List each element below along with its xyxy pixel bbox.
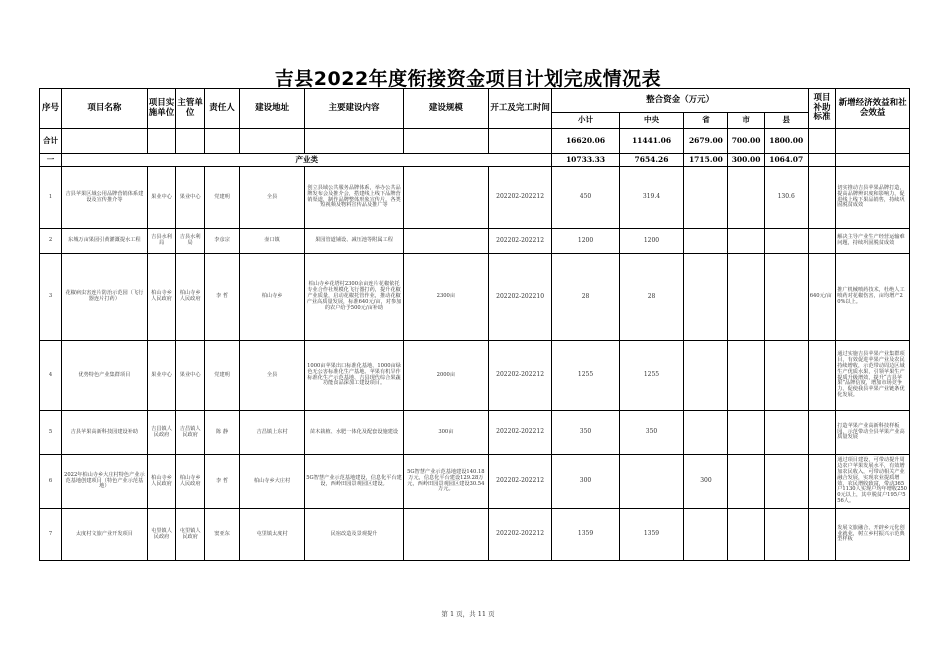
row-county	[764, 229, 808, 254]
row-impl: 柏山寺乡人民政府	[147, 455, 176, 509]
row-city	[728, 167, 764, 229]
total-county: 1800.00	[764, 129, 808, 154]
row-impl: 吉县水利局	[147, 229, 176, 254]
row-city	[728, 509, 764, 561]
table-row	[40, 341, 910, 411]
row-seq: 5	[40, 411, 62, 455]
category-label: 产业类	[61, 154, 552, 167]
row-scale: 2300亩	[404, 254, 489, 341]
row-central: 1255	[619, 341, 684, 411]
row-total: 300	[552, 455, 619, 509]
table-row	[40, 167, 910, 229]
row-mgr: 吉昌镇人民政府	[176, 411, 205, 455]
row-city	[728, 254, 764, 341]
category-city: 300.00	[728, 154, 764, 167]
row-person: 党建明	[204, 341, 239, 411]
row-total: 350	[552, 411, 619, 455]
row-scale: 5G智慧产业示范基地建设140.18万元，信息化平台建设129.28万元，西岭田园景观园区建设30.54万元。	[404, 455, 489, 509]
row-benefit: 打造苹果产业高新科技样板园，示范带动全县苹果产业高质量发展	[836, 411, 910, 455]
project-rows	[40, 167, 910, 561]
row-scale: 300亩	[404, 411, 489, 455]
row-county	[764, 455, 808, 509]
row-subsidy	[808, 411, 835, 455]
row-county	[764, 341, 808, 411]
row-scale	[404, 509, 489, 561]
table-row	[40, 254, 910, 341]
category-seq: 一	[40, 154, 62, 167]
row-central: 28	[619, 254, 684, 341]
row-subsidy	[808, 455, 835, 509]
row-subsidy: 640元/亩	[808, 254, 835, 341]
row-seq: 3	[40, 254, 62, 341]
row-mgr: 吉县水利局	[176, 229, 205, 254]
row-benefit: 发展文旅融合，开辟乡元化创业就业，树立乡村振兴示范典型样板	[836, 509, 910, 561]
row-scale	[404, 229, 489, 254]
header-person: 责任人	[204, 89, 239, 129]
row-content: 苗木栽植、水肥一体化及配套设施建设	[305, 411, 404, 455]
row-seq: 2	[40, 229, 62, 254]
row-total: 450	[552, 167, 619, 229]
row-name: 优势特色产业集群项目	[61, 341, 147, 411]
row-name: 2022年柏山寺乡大庄村特色产业示范基地创建项目（特色产业示范基地）	[61, 455, 147, 509]
row-benefit: 切实推动吉县苹果品牌打造，提高品牌辨识度和影响力，促进线上线下果品销售，持续巩固脱贫成效	[836, 167, 910, 229]
header-benefit: 新增经济效益和社会效益	[836, 89, 910, 129]
row-benefit: 通过实施吉县苹果产业集群项目，有效促进苹果产业及农民持续增收，示范带动周边区域生产优质水果，引领苹果生产提质升级增效，提升“吉县苹果”品牌信度，增加市场竞争力，促使我县苹果产业链条优化发展。	[836, 341, 910, 411]
header-sub-city: 市	[728, 113, 764, 129]
row-content: 果园管道铺设、减压池等附属工程	[305, 229, 404, 254]
header-scale: 建设规模	[404, 89, 489, 129]
row-addr: 柏山寺乡	[240, 254, 305, 341]
header-sub-central: 中央	[619, 113, 684, 129]
table-row	[40, 229, 910, 254]
row-prov	[684, 411, 728, 455]
row-benefit: 推广机械喷药技术，杜绝人工喷药对花椒伤害，亩均增产20%以上。	[836, 254, 910, 341]
row-scale: 2000亩	[404, 341, 489, 411]
row-subsidy	[808, 167, 835, 229]
row-time: 202202-202212	[488, 455, 552, 509]
row-mgr: 屯里镇人民政府	[176, 509, 205, 561]
row-city	[728, 455, 764, 509]
row-content: 民宿改造及景观提升	[305, 509, 404, 561]
row-benefit: 解决主导产业生产经营运输难问题，持续巩固脱贫成效	[836, 229, 910, 254]
row-central: 350	[619, 411, 684, 455]
total-label: 合计	[40, 129, 62, 154]
row-name: 吉县苹果高新科技园建设补助	[61, 411, 147, 455]
row-time: 202202-202212	[488, 509, 552, 561]
header-sub-total: 小计	[552, 113, 619, 129]
row-person: 党建明	[204, 167, 239, 229]
row-seq: 7	[40, 509, 62, 561]
row-time: 202202-202212	[488, 229, 552, 254]
row-person: 李 哲	[204, 455, 239, 509]
row-time: 202202-202212	[488, 167, 552, 229]
row-total: 1255	[552, 341, 619, 411]
row-total: 1200	[552, 229, 619, 254]
row-county	[764, 411, 808, 455]
row-total: 28	[552, 254, 619, 341]
row-mgr: 柏山寺乡人民政府	[176, 455, 205, 509]
row-city	[728, 229, 764, 254]
row-subsidy	[808, 509, 835, 561]
total-sum: 16620.06	[552, 129, 619, 154]
category-total: 10733.33	[552, 154, 619, 167]
header-time: 开工及完工时间	[488, 89, 552, 129]
row-impl: 吉昌镇人民政府	[147, 411, 176, 455]
header-subsidy: 项目补助标准	[808, 89, 835, 129]
header-sub-county: 县	[764, 113, 808, 129]
row-person: 陈 静	[204, 411, 239, 455]
row-time: 202202-202210	[488, 254, 552, 341]
row-prov: 300	[684, 455, 728, 509]
row-impl: 果业中心	[147, 341, 176, 411]
row-central: 319.4	[619, 167, 684, 229]
row-person: 窦亚东	[204, 509, 239, 561]
row-content: 1000亩苹果出口标准化基地、1000亩绿色无公害标准化生产基地、苹果有机旱作标准化生产示范基地、吉县现代综合果蔬功能食品深加工建设项目。	[305, 341, 404, 411]
row-county: 130.6	[764, 167, 808, 229]
project-table	[39, 88, 910, 561]
row-seq: 6	[40, 455, 62, 509]
row-prov	[684, 341, 728, 411]
row-person: 李彦宗	[204, 229, 239, 254]
row-seq: 1	[40, 167, 62, 229]
row-benefit: 通过项目建设，可带动提升周边农户苹果发展水平，有效增加农民收入，可带动相关产业融合发展，实现农业提质增效，农民增收致富，带动365户1130人实现户均年增收2500元以上，其中脱贫户195户556人。	[836, 455, 910, 509]
page-title: 吉县2022年度衔接资金项目计划完成情况表	[274, 68, 662, 90]
header-content: 主要建设内容	[305, 89, 404, 129]
row-name: 东城万亩果园引黄灌溉提水工程	[61, 229, 147, 254]
header-impl: 项目实施单位	[147, 89, 176, 129]
row-content: 柏山寺乡花塔村2300余亩连片花椒依托专业合作社规模化飞行器打药，提升花椒产业质量，启动花椒托管作业，推动花椒产业高质量发展，标准640元/亩，对参加的农户给予500元/亩补助	[305, 254, 404, 341]
row-mgr: 果业中心	[176, 167, 205, 229]
row-addr: 壶口镇	[240, 229, 305, 254]
total-city: 700.00	[728, 129, 764, 154]
row-county	[764, 509, 808, 561]
row-impl: 柏山寺乡人民政府	[147, 254, 176, 341]
row-content: 5G智慧产业示范基地建设，信息化平台建设，西岭田园景观园区建设。	[305, 455, 404, 509]
row-total: 1359	[552, 509, 619, 561]
row-impl: 果业中心	[147, 167, 176, 229]
row-central: 1200	[619, 229, 684, 254]
header-name: 项目名称	[61, 89, 147, 129]
row-city	[728, 341, 764, 411]
row-addr: 屯里镇太度村	[240, 509, 305, 561]
row-subsidy	[808, 229, 835, 254]
row-person: 李 哲	[204, 254, 239, 341]
category-county: 1064.07	[764, 154, 808, 167]
row-name: 花椒病虫害连片防治示范园（飞行器连片打药）	[61, 254, 147, 341]
row-mgr: 果业中心	[176, 341, 205, 411]
header-mgr: 主管单位	[176, 89, 205, 129]
row-time: 202202-202212	[488, 341, 552, 411]
row-content: 创立县域公共服务品牌体系，举办公共品牌发布会及推介会，搭建线上线下品牌营销渠道，制作品牌整体形象宣传片、各类短视频及物料宣传品及推广等	[305, 167, 404, 229]
category-central: 7654.26	[619, 154, 684, 167]
row-prov	[684, 509, 728, 561]
header-addr: 建设地址	[240, 89, 305, 129]
header-sub-prov: 省	[684, 113, 728, 129]
row-addr: 吉昌镇上东村	[240, 411, 305, 455]
row-impl: 屯里镇人民政府	[147, 509, 176, 561]
row-seq: 4	[40, 341, 62, 411]
row-name: 太度村文旅产业开发项目	[61, 509, 147, 561]
row-name: 吉县苹果区域公用品牌营销体系建设及宣传推介等	[61, 167, 147, 229]
row-central	[619, 455, 684, 509]
table-row	[40, 411, 910, 455]
row-prov	[684, 229, 728, 254]
row-addr: 全县	[240, 167, 305, 229]
total-central: 11441.06	[619, 129, 684, 154]
row-county	[764, 254, 808, 341]
header-seq: 序号	[40, 89, 62, 129]
row-central: 1359	[619, 509, 684, 561]
category-prov: 1715.00	[684, 154, 728, 167]
row-addr: 柏山寺乡大庄村	[240, 455, 305, 509]
table-row	[40, 509, 910, 561]
row-city	[728, 411, 764, 455]
row-scale	[404, 167, 489, 229]
row-mgr: 柏山寺乡人民政府	[176, 254, 205, 341]
row-addr: 全县	[240, 341, 305, 411]
table-row	[40, 455, 910, 509]
page-footer: 第 1 页，共 11 页	[441, 610, 495, 618]
row-prov	[684, 254, 728, 341]
total-prov: 2679.00	[684, 129, 728, 154]
row-time: 202202-202212	[488, 411, 552, 455]
row-prov	[684, 167, 728, 229]
header-funds: 整合资金（万元）	[552, 89, 808, 113]
row-subsidy	[808, 341, 835, 411]
